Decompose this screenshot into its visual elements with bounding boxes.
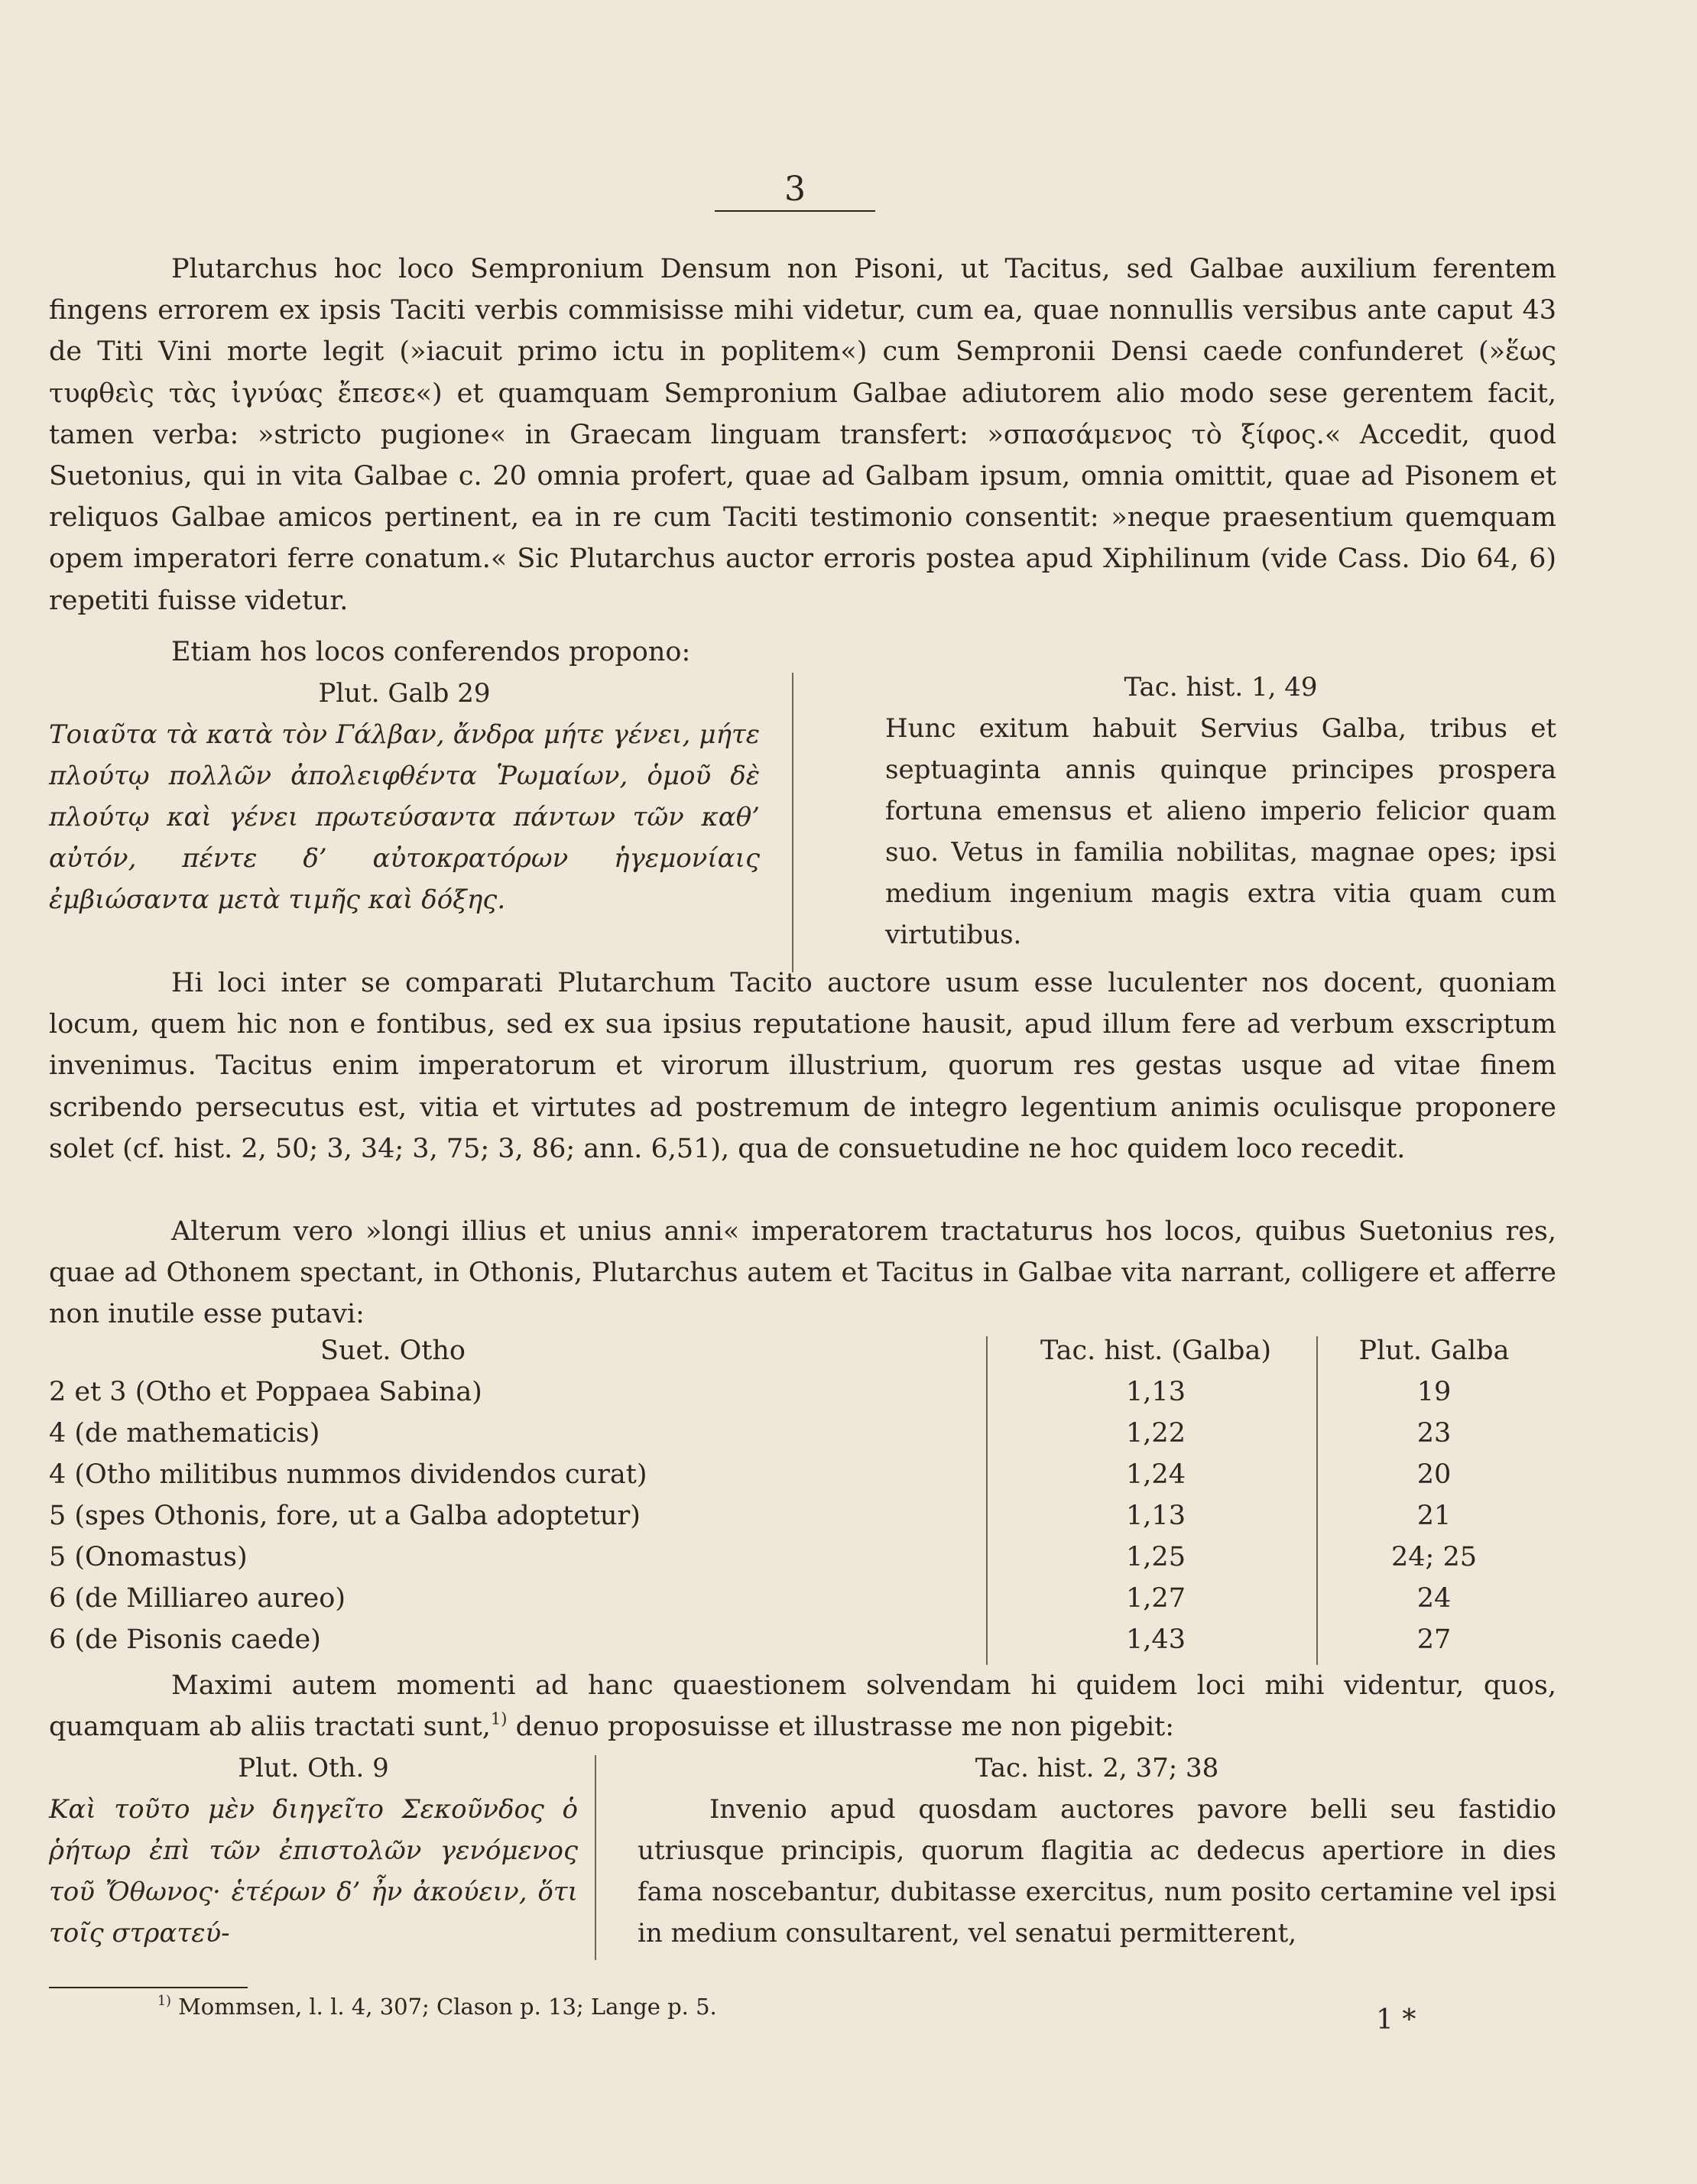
table-cell-plutarch: 24 [1416,1583,1452,1614]
compare2-left-heading: Plut. Oth. 9 [238,1753,389,1783]
page-number-rule [715,210,875,212]
table-cell-tacitus: 1,13 [1126,1377,1186,1407]
table-cell-tacitus: 1,22 [1126,1418,1186,1449]
paragraph-5-text: Maximi autem momenti ad hanc quaestionem solvendam hi quidem loci mihi videntur, quos, quamquam ab aliis tractati sunt, [49,1670,1556,1743]
table-divider-2 [1316,1336,1318,1665]
table-cell-tacitus: 1,24 [1126,1459,1186,1490]
compare2-right-text: Invenio apud quosdam auctores pavore belli seu fastidio utriusque principis, quorum flagitia ac dedecus apertiore in dies fama noscebantur, dubitasse exercitus, num posito certamine vel ipsi in medium consultarent, vel senatui permitterent, [638,1794,1556,1949]
paragraph-1: Plutarchus hoc loco Sempronium Densum non Pisoni, ut Tacitus, sed Galbae auxilium ferentem fingens errorem ex ipsis Taciti verbis commisisse mihi videtur, cum ea, quae nonnullis versibus ante caput 43 de Titi Vini morte legit (»iacuit primo ictu in poplitem«) cum Sempronii Densi caede confunderet (»ἕως τυφθεὶς τὰς ἰγνύας ἔπεσε«) et quamquam Sempronium Galbae adiutorem alio modo sese gerentem facit, tamen verba: »stricto pugione« in Graecam linguam transfert: »σπασάμενος τὸ ξίφος.« Accedit, quod Suetonius, qui in vita Galbae c. 20 omnia profert, quae ad Galbam ipsum, omnia omittit, quae ad Pisonem et reliquos Galbae amicos pertinent, ea in re cum Taciti testimonio consentit: »neque praesentium quemquam opem imperatori ferre conatum.« Sic Plutarchus auctor erroris postea apud Xiphilinum (vide Cass. Dio 64, 6) repetiti fuisse videtur. [49,254,1556,616]
compare1-right [885,667,1556,956]
table-cell-suetonius: 4 (de mathematicis) [49,1418,320,1449]
compare2-left [49,1748,578,1954]
table-cell-suetonius: 5 (Onomastus) [49,1542,248,1572]
table-cell-suetonius: 2 et 3 (Otho et Poppaea Sabina) [49,1377,482,1407]
paragraph-4: Alterum vero »longi illius et unius anni« imperatorem tractaturus hos locos, quibus Suetonius res, quae ad Othonem spectant, in Othonis, Plutarchus autem et Tacitus in Galbae vita narrant, colligere et afferre non inutile esse putavi: [49,1216,1556,1330]
table-cell-plutarch: 19 [1416,1377,1452,1407]
compare1-left-text: Τοιαῦτα τὰ κατὰ τὸν Γάλβαν, ἄνδρα μήτε γένει, μήτε πλούτῳ πολλῶν ἀπολειφθέντα Ῥωμαίων, ὁμοῦ δὲ πλούτῳ καὶ γένει πρωτεύσαντα πάντων τῶν καθ’ αὐτόν, πέντε δ’ αὐτοκρατόρων ἡγεμονίαις ἐμβιώσαντα μετὰ τιμῆς καὶ δόξης. [49,719,760,915]
compare1-divider [792,673,793,972]
paragraph-5 [49,1665,1556,1748]
table-cell-plutarch: 20 [1416,1459,1452,1490]
table-cell-plutarch: 24; 25 [1391,1542,1477,1572]
compare2-right [638,1748,1556,1954]
table-header-tacitus: Tac. hist. (Galba) [1040,1335,1271,1366]
table-cell-suetonius: 5 (spes Othonis, fore, ut a Galba adoptetur) [49,1501,641,1531]
table-cell-tacitus: 1,43 [1126,1624,1186,1655]
compare1-left-heading: Plut. Galb 29 [318,678,491,709]
table-cell-suetonius: 6 (de Milliareo aureo) [49,1583,346,1614]
paragraph-3: Hi loci inter se comparati Plutarchum Tacito auctore usum esse luculenter nos docent, quoniam locum, quem hic non e fontibus, sed ex sua ipsius reputatione hausit, apud illum fere ad verbum exscriptum invenimus. Tacitus enim imperatorum et virorum illustrium, quorum res gestas usque ad vitae finem scribendo persecutus est, vitia et virtutes ad postremum de integro legentium animis oculisque proponere solet (cf. hist. 2, 50; 3, 34; 3, 75; 3, 86; ann. 6,51), qua de consuetudine ne hoc quidem loco recedit. [49,968,1556,1164]
table-header-suetonius: Suet. Otho [320,1335,466,1366]
footnote-rule [49,1987,248,1988]
compare2-right-heading: Tac. hist. 2, 37; 38 [975,1753,1219,1783]
paragraph-5-text-end: denuo proposuisse et illustrasse me non pigebit: [507,1712,1175,1743]
table-cell-suetonius: 4 (Otho militibus nummos dividendos curat) [49,1459,647,1490]
compare1-left [49,673,760,920]
compare1-right-heading: Tac. hist. 1, 49 [1124,672,1318,703]
table-cell-tacitus: 1,13 [1126,1501,1186,1531]
compare1-right-text: Hunc exitum habuit Servius Galba, tribus et septuaginta annis quinque principes prospera fortuna emensus et alieno imperio felicior quam suo. Vetus in familia nobilitas, magnae opes; ipsi medium ingenium magis extra vitia quam cum virtutibus. [885,713,1556,950]
table-cell-plutarch: 23 [1416,1418,1452,1449]
table-cell-tacitus: 1,25 [1126,1542,1186,1572]
signature-mark: 1 * [1376,2004,1416,2036]
table-header-plutarch: Plut. Galba [1358,1335,1510,1366]
table-cell-plutarch: 21 [1416,1501,1452,1531]
table-cell-tacitus: 1,27 [1126,1583,1186,1614]
table-cell-suetonius: 6 (de Pisonis caede) [49,1624,321,1655]
footnote-text: Mommsen, l. l. 4, 307; Clason p. 13; Lange p. 5. [170,1994,717,2020]
compare2-divider [595,1755,596,1960]
page-number: 3 [784,170,806,209]
footnote-reference: 1) [490,1709,508,1728]
footnote-mark: 1) [157,1993,171,2009]
table-divider-1 [986,1336,988,1665]
footnote [157,1991,717,2022]
table-cell-plutarch: 27 [1416,1624,1452,1655]
paragraph-2: Etiam hos locos conferendos propono: [171,637,691,667]
compare2-left-text: Καὶ τοῦτο μὲν διηγεῖτο Σεκοῦνδος ὁ ῥήτωρ ἐπὶ τῶν ἐπιστολῶν γενόμενος τοῦ Ὄθωνος· ἑτέρων δ’ ἦν ἀκούειν, ὅτι τοῖς στρατεύ- [49,1794,578,1949]
